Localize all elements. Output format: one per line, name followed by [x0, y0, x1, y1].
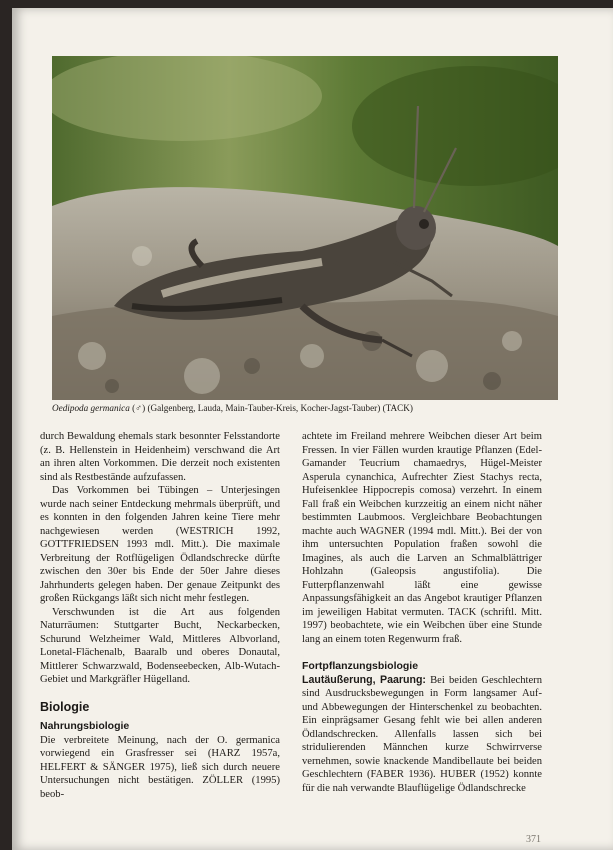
- caption-male-symbol: (♂): [132, 403, 146, 413]
- section-heading-biologie: Biologie: [40, 699, 90, 714]
- grasshopper-photo: [52, 56, 558, 400]
- photo-caption: [52, 403, 572, 413]
- paragraph: durch Bewaldung ehemals stark besonnter Felsstandorte (z. B. Hellenstein in Heidenheim) verschwand die Art an ihren alten Vorkommen. Die derzeit noch existenten sind als Restbestände aufzufassen.: [40, 431, 280, 483]
- paragraph-text: Bei beiden Geschlechtern sind Ausdrucksbewegungen in Form langsamer Auf- und Abbewegungen der Hinterschenkel zu beobachten. Ein einprägsamer Gesang fehlt wie bei allen anderen Ödlandschrecken. Allenfalls lassen sich bei stridulierenden Männchen kurze Schwirrverse vernehmen, sowie knackende Mandibellaute bei beiden Geschlechtern (FABER 1936). HUBER (1952) konnte für die nah verwandte Blauflügelige Ödlandschrecke: [302, 674, 542, 794]
- caption-text: (Galgenberg, Lauda, Main-Tauber-Kreis, Kocher-Jagst-Tauber) (TACK): [145, 403, 413, 413]
- paragraph: [302, 674, 542, 796]
- paragraph: Das Vorkommen bei Tübingen – Unterjesingen wurde nach seiner Entdeckung mehrmals überprüft, und es konnten in den folgenden Jahren keine Tiere mehr nachgewiesen werden (WESTRICH 1992, GOTTFRIEDSEN 1993 mdl. Mitt.). Die maximale Verbreitung der Rotflügeligen Ödlandschrecke dürfte zwischen den 30er bis Ende der 50er Jahre dieses Jahrhunderts gelegen haben. Der genaue Zeitpunkt des großen Rückgangs läßt sich nicht mehr festlegen.: [40, 485, 280, 604]
- page-number: 371: [526, 834, 541, 845]
- subheading-fortpflanzungsbiologie: Fortpflanzungsbiologie: [302, 660, 419, 672]
- right-column: [302, 430, 542, 795]
- caption-species: Oedipoda germanica: [52, 403, 130, 413]
- runin-heading: Lautäußerung, Paarung:: [302, 673, 426, 686]
- subheading-nahrungsbiologie: Nahrungsbiologie: [40, 720, 130, 732]
- book-page: [12, 8, 613, 850]
- paragraph: Verschwunden ist die Art aus folgenden Naturräumen: Stuttgarter Bucht, Neckarbecken, Schurund Welzheimer Wald, Mittleres Albvorland, Lonetal-Flächenalb, Baaralb und oberes Donautal, Mittlerer Schwarzwald, Bodenseebecken, Alb-Wutach-Gebiet und Markgräfler Hügelland.: [40, 606, 280, 685]
- paragraph: achtete im Freiland mehrere Weibchen dieser Art beim Fressen. In vier Fällen wurden krautige Pflanzen (Edel-Gamander Teucrium chamaedrys, Hügel-Meister Asperula cynanchica, Aufrechter Ziest Stachys recta, Hufeisenklee Hippocrepis comosa) verzehrt. In einem Fall fraß ein Weibchen kurzzeitig an einem nicht näher bestimmten Laubmoos. Vergleichbare Beobachtungen machte auch WAGNER (1994 mdl. Mitt.). Bei der von ihm untersuchten Population fraßen sowohl die Imagines, als auch die Larven an Schmalblättriger Hohlzahn (Galeopsis angustifolia). Die Futterpflanzenwahl läßt eine gewisse Anpassungsfähigkeit an das Angebot krautiger Pflanzen im jeweiligen Habitat vermuten. TACK (schriftl. Mitt. 1997) beobachtete, wie ein Weibchen über eine Stunde lang an einem toten Regenwurm fraß.: [302, 431, 542, 645]
- grasshopper-image: [52, 56, 558, 400]
- left-column: [40, 430, 280, 801]
- paragraph: Die verbreitete Meinung, nach der O. germanica vorwiegend ein Grasfresser sei (HARZ 1957a, HELFERT & SÄNGER 1975), ließ sich durch neuere Untersuchungen nicht bestätigen. ZÖLLER (1995) beob-: [40, 734, 280, 800]
